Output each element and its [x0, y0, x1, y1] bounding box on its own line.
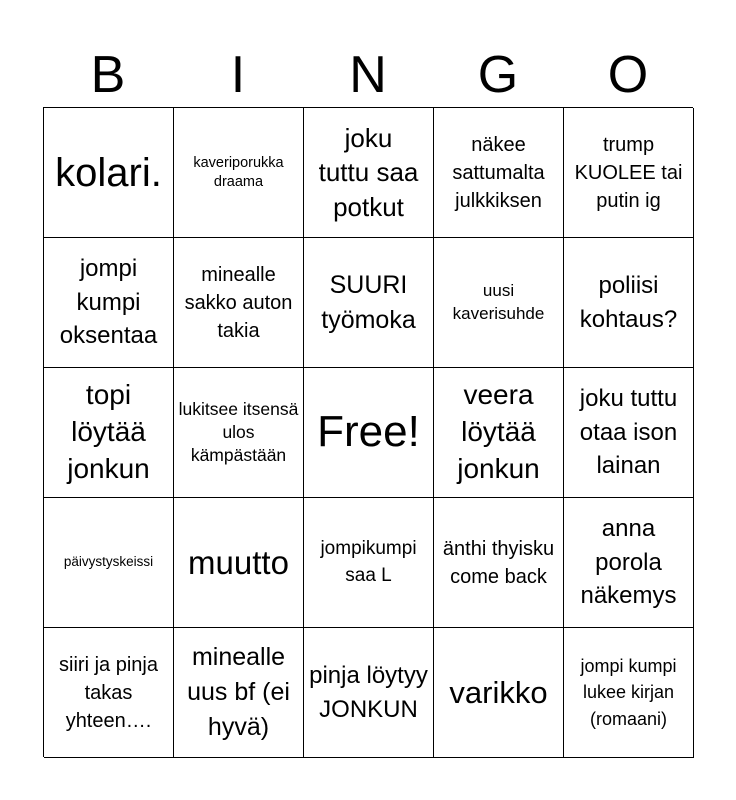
bingo-header [43, 42, 693, 108]
bingo-cell-r1c2[interactable] [174, 108, 304, 238]
bingo-cell-text: kolari. [55, 150, 162, 195]
bingo-cell-r3c4[interactable] [434, 368, 564, 498]
header-letter-i: I [230, 46, 246, 104]
header-letter-b: B [90, 46, 126, 104]
bingo-cell-text: SUURI työmoka [321, 270, 416, 334]
bingo-cell-text: poliisi kohtaus? [579, 271, 678, 333]
bingo-cell-text: siiri ja pinja takas yhteen…. [59, 653, 158, 732]
bingo-cell-r5c1[interactable] [44, 628, 174, 758]
bingo-cell-text: varikko [449, 674, 548, 710]
bingo-cell-text: joku tuttu otaa ison lainan [579, 385, 678, 480]
bingo-cell-text: kaveriporukka draama [193, 155, 284, 190]
bingo-grid [43, 107, 693, 757]
header-letter-n: N [349, 46, 387, 104]
bingo-cell-text: lukitsee itsensä ulos kämpästään [178, 399, 299, 465]
bingo-cell-r2c5[interactable] [564, 238, 694, 368]
header-letter-o: O [607, 46, 649, 104]
bingo-cell-text: uusi kaverisuhde [452, 281, 545, 323]
bingo-cell-text: muutto [188, 543, 289, 581]
bingo-cell-text: pinja löytyy JONKUN [309, 661, 428, 723]
bingo-cell-r2c2[interactable] [174, 238, 304, 368]
bingo-cell-r1c4[interactable] [434, 108, 564, 238]
bingo-cell-r4c3[interactable] [304, 498, 434, 628]
bingo-cell-text: anna porola näkemys [580, 515, 677, 610]
bingo-cell-r5c5[interactable] [564, 628, 694, 758]
bingo-cell-r5c3[interactable] [304, 628, 434, 758]
bingo-cell-r4c1[interactable] [44, 498, 174, 628]
free-space-text: Free! [317, 407, 420, 457]
bingo-cell-r5c2[interactable] [174, 628, 304, 758]
bingo-cell-r2c4[interactable] [434, 238, 564, 368]
bingo-cell-r3c3 free-space[interactable] [304, 368, 434, 498]
bingo-cell-r3c2[interactable] [174, 368, 304, 498]
bingo-cell-r4c5[interactable] [564, 498, 694, 628]
bingo-cell-r1c5[interactable] [564, 108, 694, 238]
bingo-cell-text: jompi kumpi lukee kirjan (romaani) [580, 656, 677, 729]
bingo-cell-text: minealle sakko auton takia [184, 263, 293, 342]
bingo-cell-r2c3[interactable] [304, 238, 434, 368]
bingo-cell-r4c4[interactable] [434, 498, 564, 628]
bingo-cell-r1c3[interactable] [304, 108, 434, 238]
bingo-cell-text: joku tuttu saa potkut [318, 123, 419, 222]
bingo-cell-text: trump KUOLEE tai putin ig [574, 133, 683, 212]
bingo-cell-r3c5[interactable] [564, 368, 694, 498]
bingo-cell-r2c1[interactable] [44, 238, 174, 368]
bingo-cell-r4c2[interactable] [174, 498, 304, 628]
bingo-cell-r5c4[interactable] [434, 628, 564, 758]
header-letter-g: G [477, 46, 519, 104]
bingo-cell-r3c1[interactable] [44, 368, 174, 498]
bingo-cell-text: jompi kumpi oksentaa [59, 255, 158, 350]
bingo-cell-text: topi löytää jonkun [67, 379, 150, 484]
bingo-cell-text: veera löytää jonkun [457, 379, 540, 484]
bingo-cell-text: päivystyskeissi [63, 554, 154, 570]
bingo-cell-r1c1[interactable] [44, 108, 174, 238]
bingo-cell-text: jompikumpi saa L [320, 537, 417, 586]
bingo-cell-text: minealle uus bf (ei hyvä) [187, 643, 290, 741]
bingo-cell-text: näkee sattumalta julkkiksen [452, 133, 545, 212]
bingo-cell-text: änthi thyisku come back [442, 537, 555, 588]
